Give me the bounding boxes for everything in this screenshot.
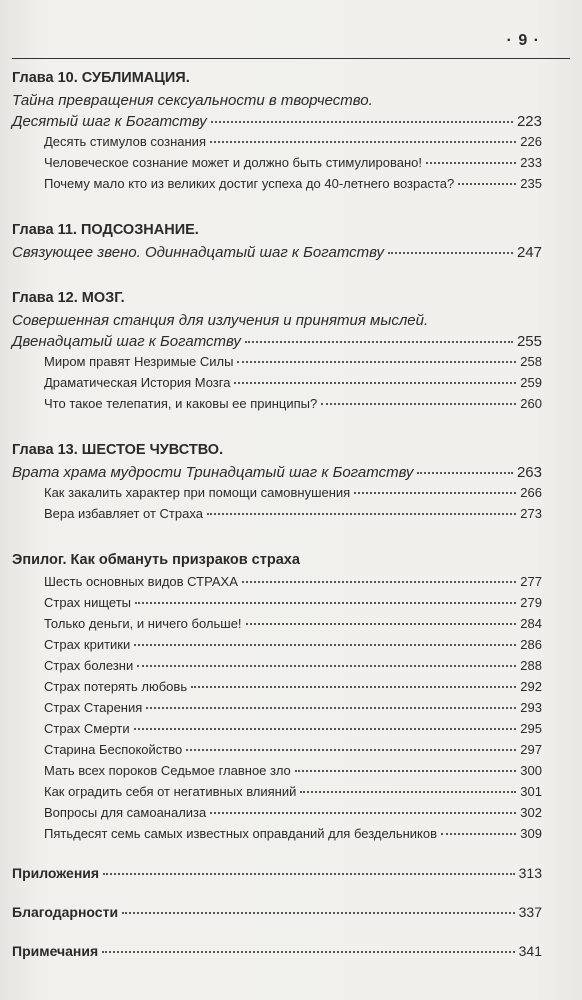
toc-entry: Страх Смерти 295 [44,721,542,736]
chapter-heading: Глава 12. МОЗГ. [12,290,125,306]
toc-entry: Только деньги, и ничего больше! 284 [44,616,542,631]
chapter-heading: Глава 10. СУБЛИМАЦИЯ. [12,70,190,86]
toc-entry: Двенадцатый шаг к Богатству 255 [12,333,542,350]
toc-entry: Пятьдесят семь самых известных оправданий для бездельников 309 [44,826,542,841]
toc-entry: Врата храма мудрости Тринадцатый шаг к Богатству 263 [12,464,542,481]
chapter-heading: Эпилог. Как обмануть призраков страха [12,552,300,568]
toc-entry: Страх болезни 288 [44,658,542,673]
toc-entry: Страх потерять любовь 292 [44,679,542,694]
toc-entry: Миром правят Незримые Силы 258 [44,354,542,369]
toc-entry: Страх критики 286 [44,637,542,652]
toc-entry-thanks: Благодарности 337 [12,904,542,920]
toc-entry: Десять стимулов сознания 226 [44,134,542,149]
toc-entry: Как закалить характер при помощи самовнушения 266 [44,485,542,500]
toc-entry: Вопросы для самоанализа 302 [44,805,542,820]
toc-entry: Десятый шаг к Богатству 223 [12,113,542,130]
page-header [12,22,570,59]
toc-entry-notes: Примечания 341 [12,943,542,959]
toc-entry: Мать всех пороков Седьмое главное зло 300 [44,763,542,778]
chapter-subtitle: Совершенная станция для излучения и принятия мыслей. [12,312,429,329]
chapter-subtitle: Тайна превращения сексуальности в творчество. [12,92,373,109]
toc-entry-appendix: Приложения 313 [12,865,542,881]
toc-entry: Страх нищеты 279 [44,595,542,610]
toc-entry: Человеческое сознание может и должно быть стимулировано! 233 [44,155,542,170]
chapter-heading: Глава 11. ПОДСОЗНАНИЕ. [12,222,199,238]
page-number: · 9 · [506,32,540,49]
toc-entry: Драматическая История Мозга 259 [44,375,542,390]
toc-entry: Как оградить себя от негативных влияний 301 [44,784,542,799]
toc-entry: Старина Беспокойство 297 [44,742,542,757]
toc-entry: Вера избавляет от Страха 273 [44,506,542,521]
toc-entry: Шесть основных видов СТРАХА 277 [44,574,542,589]
toc-entry: Страх Старения 293 [44,700,542,715]
toc-entry: Что такое телепатия, и каковы ее принципы? 260 [44,396,542,411]
chapter-heading: Глава 13. ШЕСТОЕ ЧУВСТВО. [12,442,224,458]
toc-entry: Почему мало кто из великих достиг успеха до 40-летнего возраста? 235 [44,176,542,191]
table-of-contents [12,70,542,964]
toc-entry: Связующее звено. Одиннадцатый шаг к Богатству 247 [12,244,542,261]
